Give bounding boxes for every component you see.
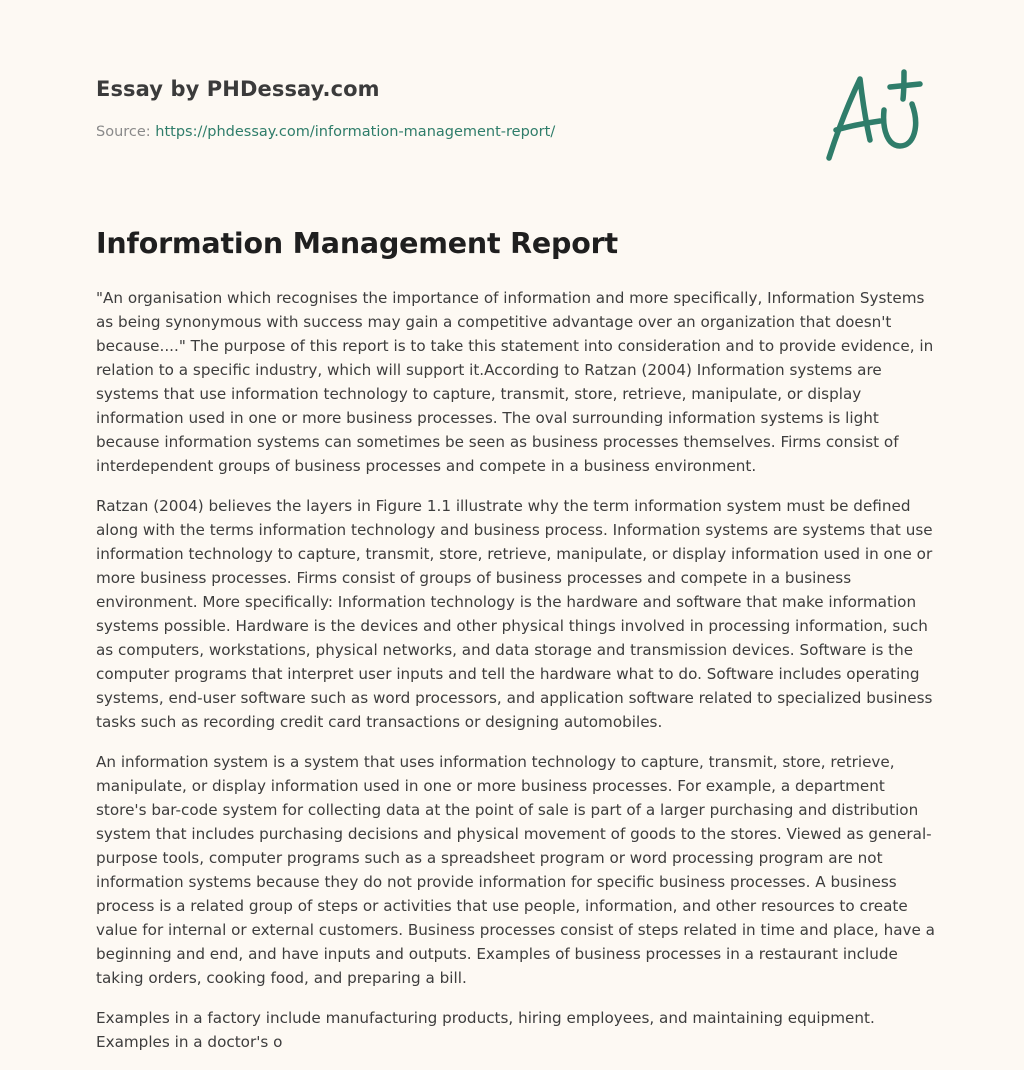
source-link[interactable]: https://phdessay.com/information-management-report/ <box>155 124 556 140</box>
essay-paragraph: An information system is a system that uses information technology to capture, transmit, store, retrieve, manipulate, or display information used in one or more business processes. For example, a department store's bar-code system for collecting data at the point of sale is part of a larger purchasing and distribution system that includes purchasing decisions and physical movement of goods to the stores. Viewed as general-purpose tools, computer programs such as a spreadsheet program or word processing program are not information systems because they do not provide information for specific business processes. A business process is a related group of steps or activities that use people, information, and other resources to create value for internal or external customers. Business processes consist of steps related in time and place, have a beginning and end, and have inputs and outputs. Examples of business processes in a restaurant include taking orders, cooking food, and preparing a bill. <box>96 753 935 987</box>
essay-paragraph: Ratzan (2004) believes the layers in Figure 1.1 illustrate why the term information system must be defined along with the terms information technology and business process. Information systems are systems that use information technology to capture, transmit, store, retrieve, manipulate, or display information used in one or more business processes. Firms consist of groups of business processes and compete in a business environment. More specifically: Information technology is the hardware and software that make information systems possible. Hardware is the devices and other physical things involved in processing information, such as computers, workstations, physical networks, and data storage and transmission devices. Software is the computer programs that interpret user inputs and tell the hardware what to do. Software includes operating systems, end-user software such as word processors, and application software related to specialized business tasks such as recording credit card transactions or designing automobiles. <box>96 497 933 731</box>
source-label: Source: <box>96 124 156 140</box>
logo-a-stroke <box>829 79 870 158</box>
site-title: Essay by PHDessay.com <box>96 77 380 101</box>
logo-swoosh <box>884 104 916 146</box>
source-line <box>96 124 555 140</box>
essay-paragraph: "An organisation which recognises the importance of information and more specifically, Information Systems as being synonymous with success may gain a competitive advantage over an organization that doesn't because...." The purpose of this report is to take this statement into consideration and to provide evidence, in relation to a specific industry, which will support it.According to Ratzan (2004) Information systems are systems that use information technology to capture, transmit, store, retrieve, manipulate, or display information used in one or more business processes. The oval surrounding information systems is light because information systems can sometimes be seen as business processes themselves. Firms consist of interdependent groups of business processes and compete in a business environment. <box>96 289 934 475</box>
a-plus-logo-icon <box>822 66 926 166</box>
logo-plus-horizontal <box>890 84 920 87</box>
essay-title: Information Management Report <box>96 227 618 260</box>
essay-body <box>96 286 936 1070</box>
essay-paragraph: Examples in a factory include manufacturing products, hiring employees, and maintaining equipment. Examples in a doctor's o <box>96 1009 875 1051</box>
